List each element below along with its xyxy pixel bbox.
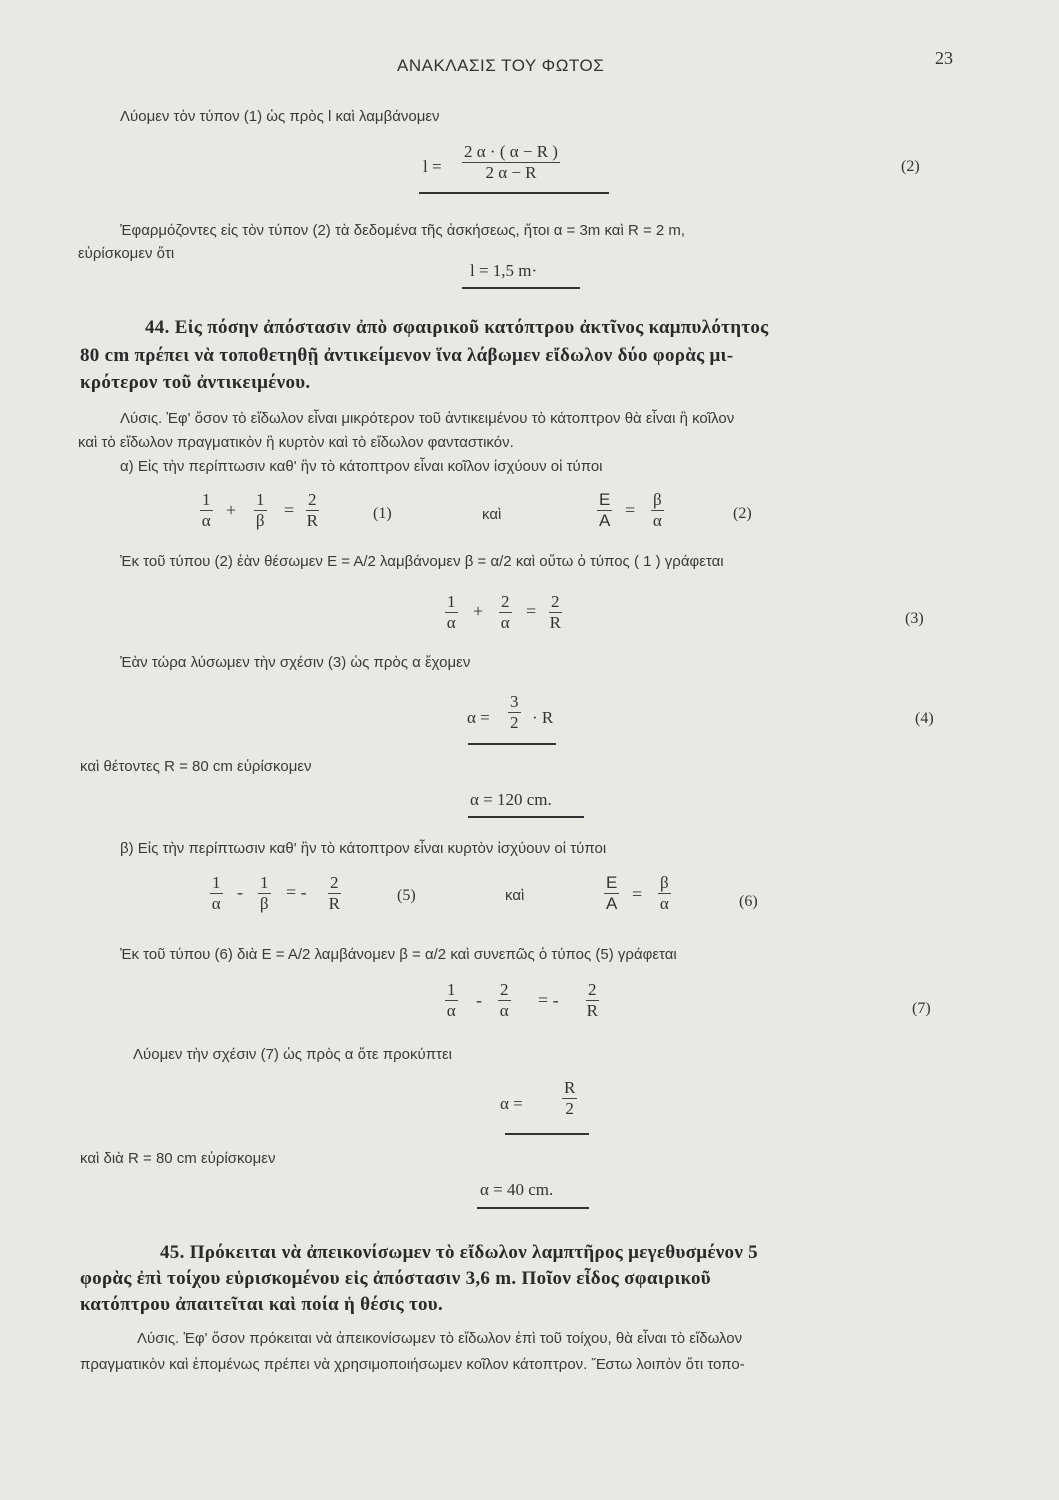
fraction bbox=[508, 692, 521, 733]
text-line: Ἐκ τοῦ τύπου (6) διὰ Ε = Α/2 λαμβάνομεν β = α/2 καὶ συνεπῶς ὁ τύπος (5) γράφεται bbox=[120, 946, 677, 963]
equation-number: (6) bbox=[739, 893, 758, 910]
denominator: β bbox=[259, 894, 269, 913]
solution-line: Λύσις. Ἐφ' ὅσον πρόκειται νὰ ἀπεικονίσωμεν τὸ εἴδωλον ἐπὶ τοῦ τοίχου, θὰ εἶναι τὸ εἴδωλον bbox=[137, 1330, 743, 1347]
denominator: α bbox=[652, 511, 662, 530]
numerator: 2 bbox=[500, 980, 509, 999]
result-equation: α = 120 cm. bbox=[470, 790, 552, 809]
equation-underline bbox=[419, 192, 609, 194]
denominator: α bbox=[446, 613, 456, 632]
equation-number: (7) bbox=[912, 1000, 931, 1017]
operator: - bbox=[237, 882, 243, 902]
numerator: R bbox=[564, 1078, 576, 1097]
numerator: 2 bbox=[588, 980, 597, 999]
fraction bbox=[445, 980, 458, 1021]
result-underline bbox=[468, 816, 584, 818]
problem-45-line: 45. Πρόκειται νὰ ἀπεικονίσωμεν τὸ εἴδωλον λαμπτῆρος μεγεθυσμένον 5 bbox=[160, 1242, 758, 1263]
conjunction: καὶ bbox=[482, 506, 502, 523]
fraction bbox=[658, 873, 671, 914]
numerator: 1 bbox=[256, 490, 265, 509]
denominator: β bbox=[255, 511, 265, 530]
numerator: 2 bbox=[308, 490, 317, 509]
fraction bbox=[586, 980, 599, 1021]
operator: = bbox=[625, 500, 636, 520]
text-line: Ἐκ τοῦ τύπου (2) ἐὰν θέσωμεν Ε = Α/2 λαμβάνομεν β = α/2 καὶ οὕτω ὁ τύπος ( 1 ) γράφεται bbox=[120, 553, 724, 570]
numerator: Ε bbox=[606, 873, 618, 892]
fraction bbox=[210, 873, 223, 914]
fraction bbox=[498, 980, 511, 1021]
denominator: R bbox=[586, 1001, 598, 1020]
numerator: 2 bbox=[501, 592, 510, 611]
equation-number: (5) bbox=[397, 887, 416, 904]
denominator: α bbox=[211, 894, 221, 913]
numerator: 1 bbox=[212, 873, 221, 892]
equation-fraction bbox=[462, 142, 560, 183]
equation-underline bbox=[468, 743, 556, 745]
problem-45-line: φορὰς ἐπὶ τοίχου εὑρισκομένου εἰς ἀπόστασιν 3,6 m. Ποῖον εἶδος σφαιρικοῦ bbox=[80, 1268, 711, 1289]
equation-number: (3) bbox=[905, 610, 924, 627]
denominator: R bbox=[306, 511, 318, 530]
fraction bbox=[258, 873, 271, 914]
denominator: 2 bbox=[565, 1099, 574, 1118]
equation-underline bbox=[505, 1133, 589, 1135]
fraction bbox=[445, 592, 458, 633]
problem-44-line: 44. Εἰς πόσην ἀπόστασιν ἀπὸ σφαιρικοῦ κατόπτρου ἀκτῖνος καμπυλότητος bbox=[145, 317, 769, 338]
numerator: β bbox=[660, 873, 669, 892]
operator: = bbox=[284, 500, 295, 520]
solution-line: πραγματικὸν καὶ ἑπομένως πρέπει νὰ χρησιμοποιήσωμεν κοῖλον κάτοπτρον. Ἔστω λοιπὸν ὅτι τοπο- bbox=[80, 1356, 745, 1373]
text-line: Ἐφαρμόζοντες εἰς τὸν τύπον (2) τὰ δεδομένα τῆς ἀσκήσεως, ἤτοι α = 3m καὶ R = 2 m, bbox=[120, 222, 686, 239]
text-line: β) Εἰς τὴν περίπτωσιν καθ' ἣν τὸ κάτοπτρον εἶναι κυρτὸν ἰσχύουν οἱ τύποι bbox=[120, 840, 607, 857]
equation-number: (2) bbox=[901, 158, 920, 175]
denominator: α bbox=[446, 1001, 456, 1020]
fraction bbox=[604, 873, 619, 914]
text-line: εὑρίσκομεν ὅτι bbox=[78, 245, 175, 262]
denominator: Α bbox=[606, 894, 618, 913]
equation-rhs: · R bbox=[532, 708, 554, 727]
fraction bbox=[306, 490, 319, 531]
fraction bbox=[562, 1078, 577, 1119]
denominator: Α bbox=[599, 511, 611, 530]
fraction bbox=[549, 592, 562, 633]
numerator: 3 bbox=[510, 692, 519, 711]
numerator: 1 bbox=[260, 873, 269, 892]
text-line: Ἐὰν τώρα λύσωμεν τὴν σχέσιν (3) ὡς πρὸς α ἔχομεν bbox=[120, 654, 471, 671]
running-header-title: ΑΝΑΚΛΑΣΙΣ ΤΟΥ ΦΩΤΟΣ bbox=[397, 56, 605, 75]
numerator: Ε bbox=[599, 490, 611, 509]
solution-line: καὶ τὸ εἴδωλον πραγματικὸν ἢ κυρτὸν καὶ τὸ εἴδωλον φανταστικόν. bbox=[78, 434, 514, 451]
result-equation: l = 1,5 m· bbox=[470, 261, 538, 280]
text-line: Λύομεν τὴν σχέσιν (7) ὡς πρὸς α ὅτε προκύπτει bbox=[133, 1046, 452, 1063]
denominator: α bbox=[499, 1001, 509, 1020]
denominator: R bbox=[328, 894, 340, 913]
solution-line: Λύσις. Ἐφ' ὅσον τὸ εἴδωλον εἶναι μικρότερον τοῦ ἀντικειμένου τὸ κάτοπτρον θὰ εἶναι ἢ κοῖλον bbox=[120, 410, 735, 427]
denominator: α bbox=[659, 894, 669, 913]
operator: + bbox=[473, 601, 484, 621]
equation-lhs: l = bbox=[423, 157, 442, 176]
denominator: 2 α − R bbox=[485, 163, 537, 182]
numerator: 2 bbox=[330, 873, 339, 892]
equation-number: (4) bbox=[915, 710, 934, 727]
operator: = - bbox=[538, 990, 559, 1010]
fraction bbox=[499, 592, 512, 633]
operator: = - bbox=[286, 882, 307, 902]
solution-line: α) Εἰς τὴν περίπτωσιν καθ' ἣν τὸ κάτοπτρον εἶναι κοῖλον ἰσχύουν οἱ τύποι bbox=[120, 458, 603, 475]
operator: - bbox=[476, 990, 482, 1010]
page-number: 23 bbox=[935, 48, 953, 68]
operator: = bbox=[526, 601, 537, 621]
denominator: R bbox=[549, 613, 561, 632]
result-underline bbox=[462, 287, 580, 289]
denominator: α bbox=[201, 511, 211, 530]
fraction bbox=[254, 490, 267, 531]
numerator: 2 bbox=[551, 592, 560, 611]
numerator: 2 α · ( α − R ) bbox=[464, 142, 558, 161]
numerator: 1 bbox=[202, 490, 211, 509]
problem-44-line: κρότερον τοῦ ἀντικειμένου. bbox=[80, 372, 311, 393]
equation-lhs: α = bbox=[500, 1094, 523, 1113]
fraction bbox=[200, 490, 213, 531]
equation-lhs: α = bbox=[467, 708, 490, 727]
fraction bbox=[328, 873, 341, 914]
denominator: α bbox=[500, 613, 510, 632]
numerator: β bbox=[653, 490, 662, 509]
problem-45-line: κατόπτρου ἀπαιτεῖται καὶ ποία ἡ θέσις του. bbox=[80, 1294, 444, 1315]
numerator: 1 bbox=[447, 980, 456, 999]
problem-44-line: 80 cm πρέπει νὰ τοποθετηθῇ ἀντικείμενον ἵνα λάβωμεν εἴδωλον δύο φορὰς μι- bbox=[80, 345, 734, 366]
equation-number: (2) bbox=[733, 505, 752, 522]
fraction bbox=[597, 490, 612, 531]
numerator: 1 bbox=[447, 592, 456, 611]
operator: + bbox=[226, 500, 237, 520]
operator: = bbox=[632, 884, 643, 904]
conjunction: καὶ bbox=[505, 887, 525, 904]
text-line: Λύομεν τὸν τύπον (1) ὡς πρὸς l καὶ λαμβάνομεν bbox=[120, 108, 440, 125]
fraction bbox=[651, 490, 664, 531]
denominator: 2 bbox=[510, 713, 519, 732]
text-line: καὶ διὰ R = 80 cm εὑρίσκομεν bbox=[80, 1150, 276, 1167]
text-line: καὶ θέτοντες R = 80 cm εὑρίσκομεν bbox=[80, 758, 312, 775]
result-equation: α = 40 cm. bbox=[480, 1180, 554, 1199]
result-underline bbox=[477, 1207, 589, 1209]
equation-number: (1) bbox=[373, 505, 392, 522]
